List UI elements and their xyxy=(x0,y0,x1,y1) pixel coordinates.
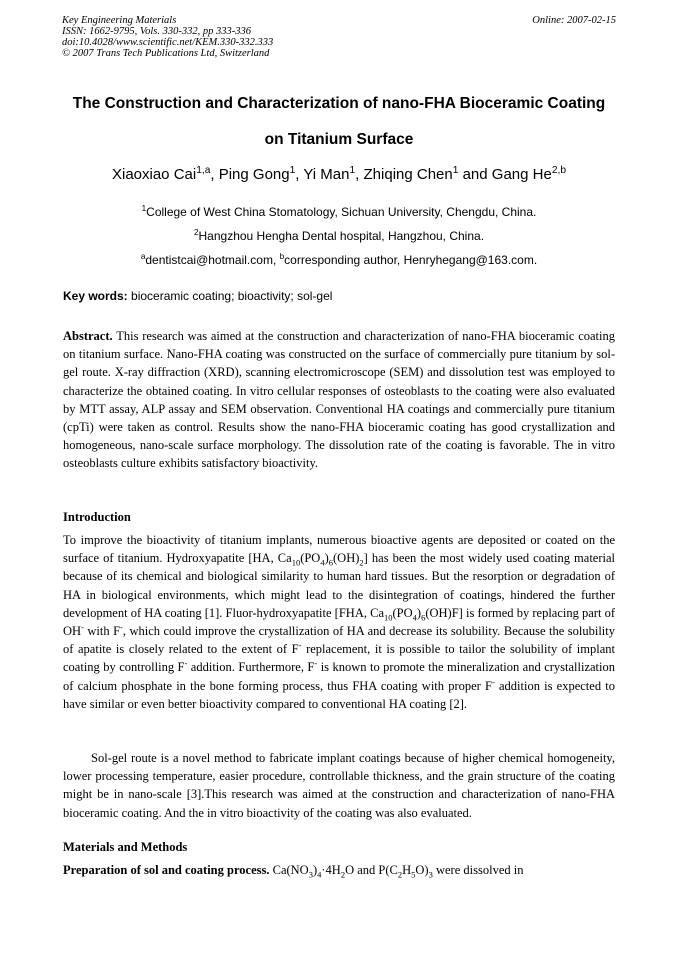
formula-subscript: 4 xyxy=(317,869,322,880)
author-separator: and xyxy=(458,166,492,183)
intro-text: (OH)F] is formed by replacing part of OH xyxy=(63,605,615,639)
formula-subscript: 10 xyxy=(384,612,393,623)
abstract-label: Abstract. xyxy=(63,329,113,343)
affiliation-mark: 2 xyxy=(193,228,199,237)
ion-charge: - xyxy=(298,640,302,651)
section-heading-introduction: Introduction xyxy=(63,510,131,524)
formula-subscript: 2 xyxy=(340,869,346,880)
author-name: Gang He xyxy=(491,166,552,183)
affiliation-2 xyxy=(40,228,638,244)
title-line-2: on Titanium Surface xyxy=(264,131,414,148)
section-heading-materials-methods: Materials and Methods xyxy=(63,840,188,854)
journal-issn: ISSN: 1662-9795, Vols. 330-332, pp 333-336 xyxy=(62,26,251,37)
methods-text: were dissolved in xyxy=(432,863,524,877)
author-separator: , xyxy=(355,166,364,183)
intro-text: addition. Furthermore, F xyxy=(187,660,315,675)
author-affiliation-mark: 1,a xyxy=(196,165,211,176)
intro-text: ) xyxy=(416,605,422,620)
ion-charge: - xyxy=(314,658,318,669)
paper-title xyxy=(40,86,638,158)
formula-subscript: 10 xyxy=(291,557,301,568)
intro-text: ] has been the most widely used coating material because of its chemical and biological similarity to human hard tissues. But the resorption or degradation of HA in biological environments, which might lead to the disintegration of coatings, hindered the further development of HA coating [1]. Fluor-hydroxyapatite [FHA, Ca xyxy=(63,551,615,620)
author-list xyxy=(40,164,638,186)
intro-text: ) xyxy=(324,551,329,566)
intro-text: To improve the bioactivity of titanium implants, numerous bioactive agents are deposited or coated on the surface of titanium. Hydroxyapatite [HA, Ca xyxy=(63,533,615,566)
email-a[interactable]: dentistcai@hotmail.com, xyxy=(145,253,280,267)
title-line-1: The Construction and Characterization of nano-FHA Bioceramic Coating xyxy=(72,95,606,112)
methods-text: O and P(C xyxy=(345,863,398,877)
formula-subscript: 5 xyxy=(411,869,416,880)
email-mark-a: a xyxy=(140,252,146,261)
ion-charge: - xyxy=(120,621,123,632)
formula-subscript: 4 xyxy=(412,612,417,623)
keywords xyxy=(63,288,615,304)
journal-name: Key Engineering Materials xyxy=(62,15,177,26)
author-name: Zhiqing Chen xyxy=(363,166,453,183)
author-separator: , xyxy=(295,166,304,183)
author-name: Ping Gong xyxy=(218,166,290,183)
keywords-label: Key words: xyxy=(63,289,128,303)
intro-text: with F xyxy=(83,624,121,639)
formula-subscript: 2 xyxy=(359,557,364,568)
methods-text: H xyxy=(402,863,412,877)
subsection-label: Preparation of sol and coating process. xyxy=(63,863,270,877)
formula-subscript: 3 xyxy=(308,869,313,880)
intro-text: (PO xyxy=(392,605,413,620)
online-date: Online: 2007-02-15 xyxy=(532,15,616,26)
ion-charge: - xyxy=(491,676,495,687)
author-affiliation-mark: 1 xyxy=(452,165,459,176)
affiliation-text: College of West China Stomatology, Sichuan University, Chengdu, China. xyxy=(146,205,537,219)
intro-text: , which could improve the crystallization of HA and decrease its solubility. Because the solubility of apatite is closely related to the extent of F xyxy=(63,624,615,657)
keywords-text: bioceramic coating; bioactivity; sol-gel xyxy=(127,289,333,303)
intro-text: (PO xyxy=(300,551,321,566)
abstract-text: This research was aimed at the construction and characterization of nano-FHA bioceramic coating on titanium surface. Nano-FHA coating was constructed on the surface of commercially pure titanium by sol-gel route. X-ray diffraction (XRD), scanning electromicroscope (SEM) and dissolution test was employed to characterize the obtained coating. In vitro cellular responses of osteoblasts to the coating were also evaluated by MTT assay, ALP assay and SEM observation. Conventional HA coatings and commercially pure titanium (cpTi) were taken as control. Results show the nano-FHA bioceramic coating has good crystallization and homogeneous, nano-scale surface morphology. The dissolution rate of the coating is favorable. The in vitro osteoblasts culture exhibits satisfactory bioactivity. xyxy=(63,329,615,471)
methods-paragraph xyxy=(63,861,615,879)
author-affiliation-mark: 2,b xyxy=(551,165,567,176)
author-affiliation-mark: 1 xyxy=(349,165,356,176)
affiliation-1 xyxy=(40,204,638,220)
introduction-paragraph-1 xyxy=(63,531,615,713)
affiliation-mark: 1 xyxy=(141,204,147,213)
email-mark-b: b xyxy=(279,252,285,261)
contact-emails xyxy=(40,252,638,268)
formula-subscript: 6 xyxy=(421,612,426,623)
abstract xyxy=(63,327,615,473)
intro-text: is known to promote the mineralization and crystallization of calcium phosphate in the bone forming process, thus FHA coating with proper F xyxy=(63,660,616,693)
email-b[interactable]: corresponding author, Henryhegang@163.com. xyxy=(284,253,538,267)
author-affiliation-mark: 1 xyxy=(289,165,296,176)
author-separator: , xyxy=(210,166,219,183)
affiliation-text: Hangzhou Hengha Dental hospital, Hangzhou, China. xyxy=(198,229,485,243)
ion-charge: - xyxy=(184,658,188,669)
journal-header xyxy=(62,15,273,59)
introduction-paragraph-2: Sol-gel route is a novel method to fabricate implant coatings because of higher chemical homogeneity, lower processing temperature, easier procedure, controllable thickness, and the grain structure of the coating might be in nano-scale [3].This research was aimed at the construction and characterization of nano-FHA bioceramic coating. And the in vitro bioactivity of the coating was also evaluated. xyxy=(63,751,615,820)
methods-text: O) xyxy=(415,863,429,877)
formula-subscript: 2 xyxy=(397,869,403,880)
formula-subscript: 3 xyxy=(428,869,433,880)
formula-subscript: 4 xyxy=(320,557,325,568)
journal-copyright: © 2007 Trans Tech Publications Ltd, Switzerland xyxy=(62,48,270,59)
methods-text: ·4H xyxy=(321,863,341,877)
intro-text: (OH) xyxy=(333,551,360,566)
methods-text: Ca(NO xyxy=(269,863,309,877)
formula-subscript: 6 xyxy=(328,557,334,568)
methods-text: ) xyxy=(312,863,318,877)
ion-charge: - xyxy=(81,621,84,632)
intro-text: replacement, it is possible to tailor the solubility of implant coating by controlling F xyxy=(63,642,615,675)
author-name: Xiaoxiao Cai xyxy=(111,166,197,183)
author-name: Yi Man xyxy=(303,166,350,183)
journal-doi[interactable]: doi:10.4028/www.scientific.net/KEM.330-332.333 xyxy=(62,37,274,48)
intro-text: addition is expected to have similar or even better bioactivity compared to conventional HA coating [2]. xyxy=(63,678,615,711)
